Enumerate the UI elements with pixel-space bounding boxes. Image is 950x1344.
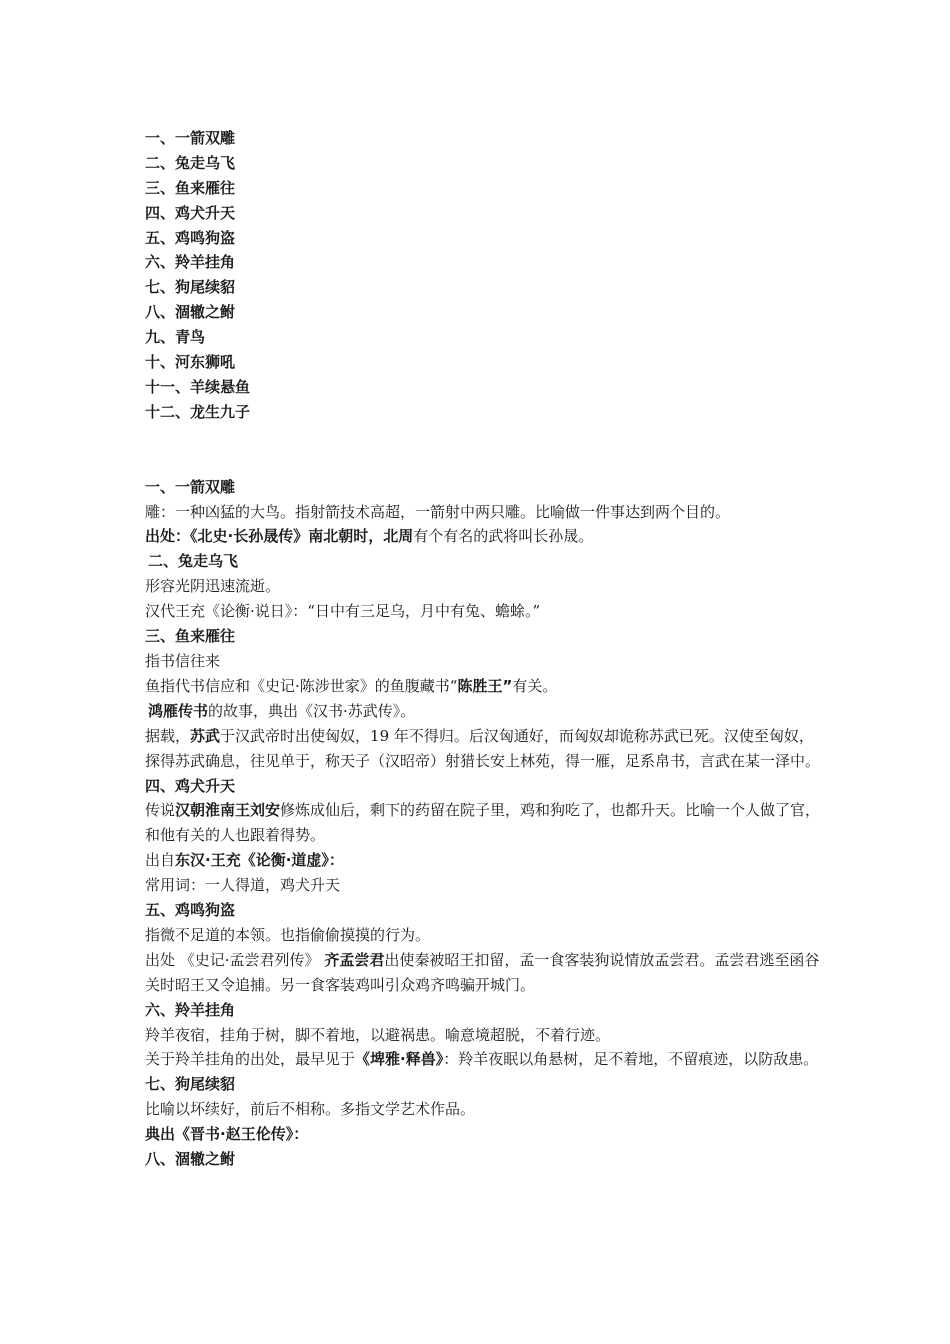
paragraph bbox=[145, 1047, 825, 1072]
text: 出处 《史记·孟尝君列传》 bbox=[145, 950, 325, 969]
text: 于汉武帝时出使匈奴，19 年不得归。后汉匈通好，而匈奴却诡称苏武已死。汉使至匈奴，探得苏武确息，往见单于，称天子（汉昭帝）射猎长安上林苑，得一雁，足系帛书，言武在某一泽中。 bbox=[145, 726, 821, 770]
paragraph: 指书信往来 bbox=[145, 651, 221, 670]
text: ：羚羊夜眠以角悬树，足不着地，不留痕迹，以防敌患。 bbox=[443, 1050, 819, 1069]
text: 关于羚羊挂角的出处，最早见于 bbox=[145, 1050, 356, 1069]
toc-item: 二、兔走乌飞 bbox=[145, 153, 236, 172]
bold-text: 苏武 bbox=[190, 726, 221, 745]
section-heading: 八、涸辙之鲋 bbox=[145, 1150, 236, 1169]
paragraph bbox=[145, 699, 825, 724]
toc-item: 十一、羊续悬鱼 bbox=[145, 377, 251, 396]
section-heading: 五、鸡鸣狗盗 bbox=[145, 901, 236, 920]
toc-item: 七、狗尾续貂 bbox=[145, 278, 236, 297]
toc-item: 八、涸辙之鲋 bbox=[145, 303, 236, 322]
toc-item: 十、河东狮吼 bbox=[145, 353, 236, 372]
paragraph: 形容光阴迅速流逝。 bbox=[145, 577, 281, 596]
section-7 bbox=[145, 1072, 825, 1147]
section-heading: 六、羚羊挂角 bbox=[145, 1000, 236, 1019]
section-4 bbox=[145, 774, 825, 899]
bold-text: 陈胜王” bbox=[457, 676, 513, 695]
section-heading: 二、兔走乌飞 bbox=[148, 552, 239, 571]
section-heading: 四、鸡犬升天 bbox=[145, 776, 236, 795]
paragraph: 典出《晋书·赵王伦传》： bbox=[145, 1125, 309, 1144]
paragraph bbox=[145, 848, 825, 873]
paragraph bbox=[145, 948, 825, 998]
paragraph: 雕：一种凶猛的大鸟。指射箭技术高超，一箭射中两只雕。比喻做一件事达到两个目的。 bbox=[145, 502, 731, 521]
bold-text: 《埤雅·释兽》 bbox=[355, 1050, 444, 1069]
table-of-contents bbox=[145, 126, 825, 425]
paragraph bbox=[145, 524, 825, 549]
toc-item: 一、一箭双雕 bbox=[145, 129, 236, 147]
section-3 bbox=[145, 624, 825, 773]
paragraph: 汉代王充《论衡·说日》：“日中有三足乌，月中有兔、蟾蜍。” bbox=[145, 602, 541, 621]
text: 有关。 bbox=[512, 676, 558, 695]
paragraph: 指微不足道的本领。也指偷偷摸摸的行为。 bbox=[145, 925, 431, 944]
paragraph: 羚羊夜宿，挂角于树，脚不着地，以避祸患。喻意境超脱，不着行迹。 bbox=[145, 1025, 611, 1044]
text: 出使秦被昭王扣留，孟一食客装狗说情放孟尝君。孟尝君逃至函谷关时昭王又令追捕。另一食客装鸡叫引众鸡齐鸣骗开城门。 bbox=[145, 950, 820, 994]
section-heading: 七、狗尾续貂 bbox=[145, 1075, 236, 1094]
toc-item: 九、青鸟 bbox=[145, 328, 206, 347]
text: 修炼成仙后，剩下的药留在院子里，鸡和狗吃了，也都升天。比喻一个人做了官，和他有关的人也跟着得势。 bbox=[145, 801, 821, 845]
text: 鱼指代书信应和《史记·陈涉世家》的鱼腹藏书“ bbox=[145, 676, 458, 695]
section-1 bbox=[145, 475, 825, 550]
document-page bbox=[145, 126, 825, 1172]
bold-text: 东汉·王充《论衡·道虚》： bbox=[175, 851, 344, 870]
bold-text: 鸿雁传书 bbox=[148, 701, 209, 720]
section-heading: 一、一箭双雕 bbox=[145, 477, 236, 496]
section-2 bbox=[145, 549, 825, 624]
toc-item: 六、羚羊挂角 bbox=[145, 253, 236, 272]
toc-item: 四、鸡犬升天 bbox=[145, 203, 236, 222]
section-5 bbox=[145, 898, 825, 998]
paragraph: 常用词：一人得道，鸡犬升天 bbox=[145, 876, 341, 895]
section-heading: 三、鱼来雁往 bbox=[145, 627, 236, 646]
paragraph bbox=[145, 724, 825, 774]
bold-text: 齐孟尝君 bbox=[324, 950, 385, 969]
toc-item: 三、鱼来雁往 bbox=[145, 178, 236, 197]
text: 据载， bbox=[145, 726, 191, 745]
toc-item: 五、鸡鸣狗盗 bbox=[145, 228, 236, 247]
paragraph bbox=[145, 798, 825, 848]
text: 传说 bbox=[145, 801, 176, 820]
toc-item: 十二、龙生九子 bbox=[145, 402, 251, 421]
text: 有个有名的武将叫长孙晟。 bbox=[413, 527, 594, 546]
paragraph: 比喻以坏续好，前后不相称。多指文学艺术作品。 bbox=[145, 1100, 476, 1119]
bold-text: 出处：《北史·长孙晟传》南北朝时，北周 bbox=[145, 527, 414, 546]
bold-text: 汉朝淮南王刘安 bbox=[175, 801, 281, 820]
text: 出自 bbox=[145, 851, 176, 870]
section-8 bbox=[145, 1147, 825, 1172]
text: 的故事，典出《汉书·苏武传》。 bbox=[208, 701, 416, 720]
paragraph bbox=[145, 674, 825, 699]
section-6 bbox=[145, 998, 825, 1073]
spacer bbox=[145, 425, 825, 475]
